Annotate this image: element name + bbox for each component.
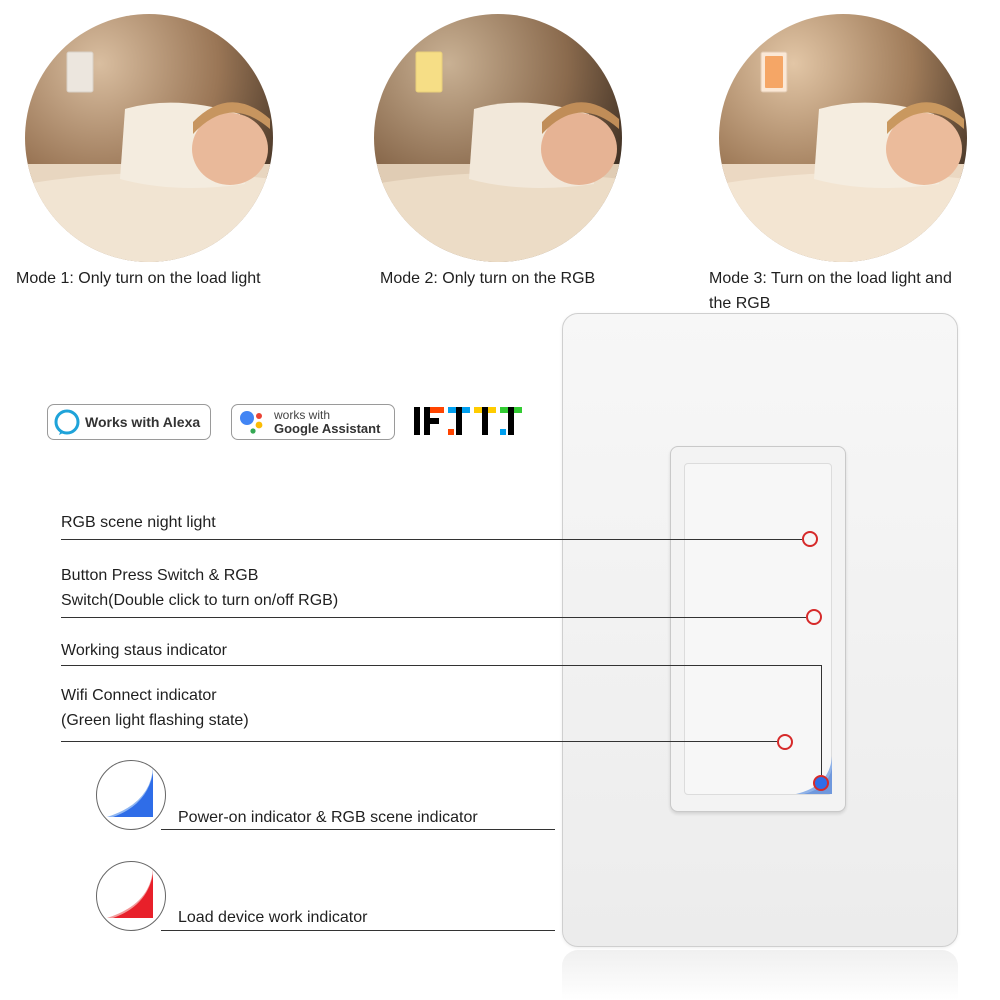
alexa-badge [47, 404, 211, 440]
mode-3-caption: Mode 3: Turn on the load light and the RGB [709, 270, 952, 312]
google-assistant-icon [238, 408, 268, 436]
callout-line-wifi [61, 741, 777, 742]
switch-rocker-button[interactable] [684, 463, 832, 795]
google-badge-line1: works with [274, 408, 331, 422]
callout-line-rgb-night-light [61, 539, 802, 540]
power-on-indicator-circle [96, 760, 166, 830]
callout-line-power-on [161, 829, 555, 830]
mode-2-caption: Mode 2: Only turn on the RGB [380, 270, 596, 287]
callout-line-working-status [61, 665, 821, 666]
red-indicator-icon [97, 862, 166, 931]
callout-button-press-line1: Button Press Switch & RGB [61, 567, 259, 584]
callout-line-load-device [161, 930, 555, 931]
callout-wifi-line1: Wifi Connect indicator [61, 687, 217, 704]
bedroom-child-photo-3 [719, 14, 967, 262]
load-device-indicator-circle [96, 861, 166, 931]
callout-load-device: Load device work indicator [178, 909, 368, 926]
callout-rgb-night-light: RGB scene night light [61, 514, 216, 531]
indicator-dot-wifi [777, 734, 793, 750]
blue-indicator-icon [97, 761, 166, 830]
wall-plate-reflection [562, 950, 958, 1000]
google-assistant-badge [231, 404, 395, 440]
mode-1-caption: Mode 1: Only turn on the load light [16, 270, 261, 287]
bedroom-child-photo-2 [374, 14, 622, 262]
ifttt-label [532, 405, 533, 406]
bedroom-child-photo-1 [25, 14, 273, 262]
callout-wifi-line2: (Green light flashing state) [61, 712, 249, 729]
ifttt-logo [414, 405, 532, 437]
mode-1-photo [25, 14, 273, 262]
mode-3-photo [719, 14, 967, 262]
callout-line-button-press [61, 617, 806, 618]
callout-button-press-line2: Switch(Double click to turn on/off RGB) [61, 592, 339, 609]
ifttt-logo-icon [414, 405, 532, 437]
indicator-dot-button-press [806, 609, 822, 625]
indicator-dot-working-status [813, 775, 829, 791]
indicator-dot-rgb-night-light [802, 531, 818, 547]
google-badge-line2: Google Assistant [274, 421, 381, 436]
alexa-badge-label: Works with Alexa [85, 414, 201, 430]
alexa-icon [53, 408, 81, 436]
callout-working-status: Working staus indicator [61, 642, 227, 659]
callout-power-on: Power-on indicator & RGB scene indicator [178, 809, 478, 826]
mode-2-photo [374, 14, 622, 262]
callout-vline-working-status [821, 665, 822, 775]
